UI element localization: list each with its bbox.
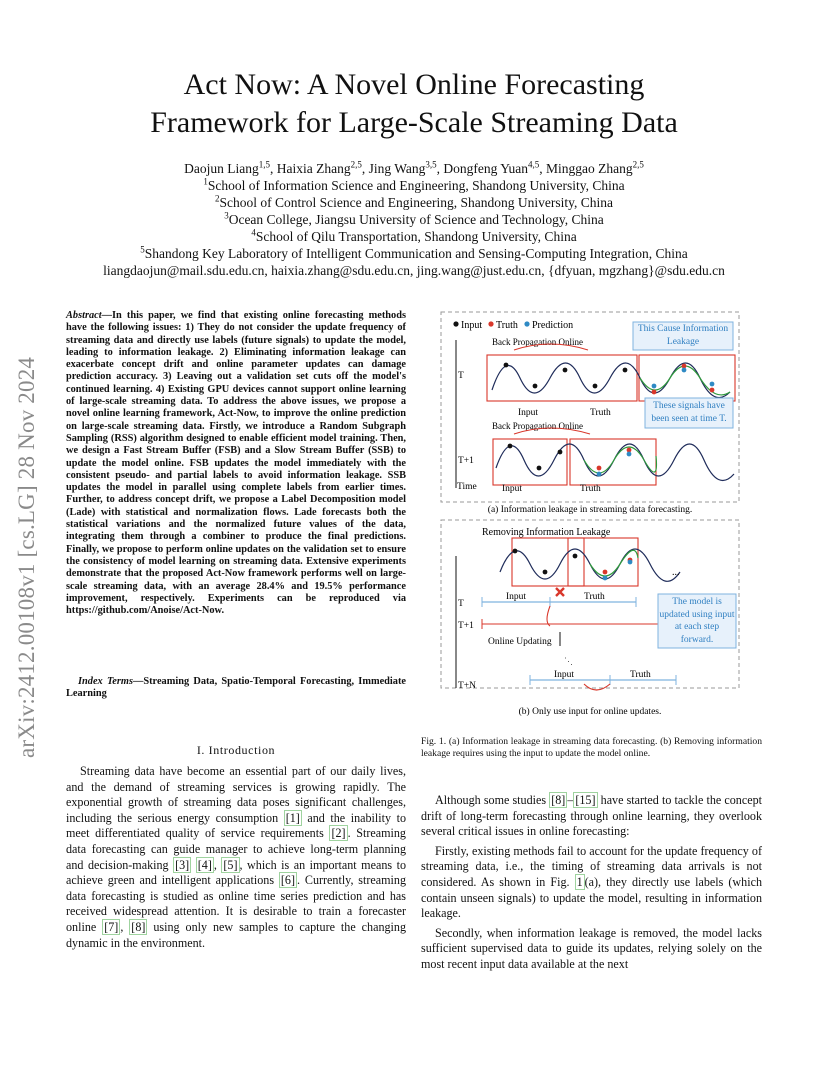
body-text: , <box>213 857 222 872</box>
citation-link[interactable]: [6] <box>280 873 296 888</box>
seen-note-text: These signals have been seen at time T. <box>651 401 727 424</box>
timeline-tn-truth-label: Truth <box>630 670 651 680</box>
row-t1-input-label: Input <box>502 484 523 494</box>
affiliation-text: Shandong Key Laboratory of Intelligent Communication and Sensing-Computing Integration, China <box>144 246 688 261</box>
input-point <box>558 450 563 455</box>
affiliation-text: School of Control Science and Engineering, Shandong University, China <box>219 195 614 210</box>
affiliation-line <box>60 194 768 211</box>
body-text: have started to tackle the concept drift of long-term forecasting through online learning, they overlook several critical issues in online forecasting: <box>421 793 762 839</box>
author-affiliation-mark: 1,5 <box>258 159 270 170</box>
body-text: (a), they directly use labels (which contain unseen signals) to update the model, resulting in information leakage. <box>421 874 762 921</box>
prediction-point <box>628 560 633 565</box>
row-t-signal-line <box>492 363 730 398</box>
timeline-t-input-label: Input <box>506 592 527 602</box>
truth-point <box>652 390 657 395</box>
citation-link[interactable]: [7] <box>104 919 119 934</box>
affiliation-text: School of Qilu Transportation, Shandong University, China <box>255 229 577 244</box>
citation-link[interactable]: [3] <box>175 857 190 872</box>
input-point <box>513 549 518 554</box>
truth-point <box>603 570 608 575</box>
online-updating-label: Online Updating <box>488 637 552 647</box>
citation-link[interactable]: [1] <box>285 810 300 825</box>
intro-paragraph <box>421 844 762 922</box>
row-t-points <box>504 363 715 395</box>
author-name: , Haixia Zhang <box>269 161 351 176</box>
axis-label-t: T <box>458 371 464 381</box>
input-point <box>533 384 538 389</box>
intro-paragraph <box>421 793 762 840</box>
body-text: , which is an important means to achieve green and intelligent applications <box>66 857 407 888</box>
body-text: Although some studies <box>435 793 550 807</box>
affiliation-mark: 5 <box>140 244 145 255</box>
affiliation-line <box>60 211 768 228</box>
figure-caption: Fig. 1. (a) Information leakage in streaming data forecasting. (b) Removing information leakage requires using the input to update the model online. <box>421 736 762 759</box>
author-name: Daojun Liang <box>184 161 259 176</box>
timeline-t-truth-label: Truth <box>584 592 605 602</box>
row-t-input-box <box>487 355 637 401</box>
removing-label: Removing Information Leakage <box>482 527 611 538</box>
input-point <box>504 363 509 368</box>
truth-point <box>597 466 602 471</box>
truth-point <box>710 388 715 393</box>
prediction-point <box>597 472 602 477</box>
body-text: Streaming data have become an essential part of our daily lives, and the demand of streaming services is growing rapidly. The exponential growth of streaming data poses significant challenges, including the serious energy consumption <box>66 764 406 825</box>
affiliation-text: Ocean College, Jiangsu University of Science and Technology, China <box>228 212 604 227</box>
legend-truth: Truth <box>496 320 518 331</box>
row-t-truth-label: Truth <box>590 408 611 418</box>
index-terms <box>66 676 406 701</box>
author-block <box>60 160 768 279</box>
body-text: using only new samples to capture the changing dynamic in the environment. <box>66 919 406 950</box>
input-point <box>543 570 548 575</box>
intro-paragraph-left <box>66 764 406 951</box>
prediction-point <box>710 382 715 387</box>
input-point <box>563 368 568 373</box>
panel-b-axis-t1: T+1 <box>458 621 474 631</box>
affiliation-mark: 4 <box>251 227 256 238</box>
caption-a: (a) Information leakage in streaming data forecasting. <box>487 505 693 515</box>
prediction-point <box>627 452 632 457</box>
legend-prediction: Prediction <box>532 320 574 331</box>
axis-label-t1: T+1 <box>458 456 474 466</box>
author-affiliation-mark: 2,5 <box>632 159 644 170</box>
prediction-point <box>652 384 657 389</box>
panel-b-signal-line <box>500 549 680 581</box>
prediction-point <box>603 576 608 581</box>
author-name: , Jing Wang <box>361 161 426 176</box>
row-t1-truth-label: Truth <box>580 484 601 494</box>
back-prop-label-1: Back Propagation Online <box>492 337 583 347</box>
cause-note-text: This Cause Information Leakage <box>637 324 729 347</box>
affiliations <box>60 177 768 262</box>
affiliation-mark: 2 <box>214 193 220 204</box>
update-arrow-n <box>584 684 610 690</box>
body-text: Secondly, when information leakage is removed, the model lacks sufficient supervised data to guide its updates, relying solely on the most recent input data available at the next <box>421 925 762 971</box>
arxiv-identifier: arXiv:2412.00108v1 [cs.LG] 28 Nov 2024 <box>14 356 39 758</box>
input-point <box>573 554 578 559</box>
paper-title <box>60 66 768 142</box>
input-point <box>508 444 513 449</box>
update-arrow-1 <box>547 606 550 626</box>
body-text: , <box>120 919 130 934</box>
panel-b-axis-t: T <box>458 599 464 609</box>
legend-input-dot <box>453 321 458 326</box>
intro-paragraphs-right <box>421 793 762 977</box>
citation-link[interactable]: [8] <box>551 793 566 807</box>
index-terms-label: Index Terms <box>78 676 133 687</box>
citation-link[interactable]: [2] <box>331 826 346 841</box>
affiliation-line <box>60 177 768 194</box>
legend-prediction-dot <box>524 321 529 326</box>
blocked-cross-icon <box>556 588 564 596</box>
legend-input: Input <box>461 320 483 331</box>
citation-link[interactable]: [4] <box>197 857 212 872</box>
body-text: and the inability to meet differentiated quality of service requirements <box>66 810 406 841</box>
author-affiliation-mark: 2,5 <box>350 159 362 170</box>
back-prop-label-2: Back Propagation Online <box>492 421 583 431</box>
citation-link[interactable]: [5] <box>223 857 238 872</box>
affiliation-line <box>60 245 768 262</box>
input-point <box>537 466 542 471</box>
legend-truth-dot <box>488 321 493 326</box>
axis-label-time: Time <box>457 482 477 492</box>
vertical-ellipsis: ⋱ <box>564 656 573 666</box>
title-line-1: Act Now: A Novel Online Forecasting <box>183 68 645 101</box>
input-point <box>623 368 628 373</box>
citation-link[interactable]: [15] <box>575 793 596 807</box>
abstract-label: Abstract <box>66 310 102 321</box>
row-t1-prediction-line <box>584 447 657 473</box>
abstract-text: —In this paper, we find that existing online forecasting methods have the following issues: 1) They do not consider the update frequency of streaming data and directly use labels (future signals) to update the model, leading to information leakage. 2) Eliminating information leakage can exacerbate concept drift and online parameter updates can damage prediction accuracy. 3) Leaving out a validation set cuts off the model's continued learning. 4) Existing GPU devices cannot support online learning of large-scale streaming data. To address the above issues, we propose a novel online learning framework, Act-Now, to improve the online prediction on large-scale streaming data. Firstly, we introduce a Random Subgraph Sampling (RSS) algorithm designed to enable efficient model training. Then, we design a Fast Stream Buffer (FSB) and a Slow Stream Buffer (SSB) to update the model online. FSB updates the model immediately with the consistent pseudo- and partial labels to avoid information leakage. SSB updates the model in parallel using complete labels from earlier times. Further, to address concept drift, we propose a Label Decomposition model (Lade) with statistical and normalization flows. Lade forecasts both the statistical variations and the normalized future values of the data, integrating them through a combiner to produce the final predictions. Finally, we propose to perform online updates on the validation set to ensure the consistency of model learning on streaming data. Extensive experiments demonstrate that the proposed Act-Now framework performs well on large-scale streaming data, with an average 28.4% and 19.5% performance improvement, respectively. Experiments can be reproduced via https://github.com/Anoise/Act-Now. <box>66 310 406 617</box>
author-name: , Dongfeng Yuan <box>436 161 528 176</box>
input-point <box>593 384 598 389</box>
body-text: – <box>567 793 574 807</box>
author-affiliation-mark: 4,5 <box>528 159 540 170</box>
caption-b: (b) Only use input for online updates. <box>518 707 662 717</box>
timeline-tn-input-label: Input <box>554 670 575 680</box>
panel-b-axis-tn: T+N <box>458 681 477 691</box>
figure-1 <box>440 310 750 725</box>
body-text: . Streaming data forecasting can guide manager to achieve long-term planning and decision-making <box>66 826 406 872</box>
body-text: Firstly, existing methods fail to account for the update frequency of streaming data, i.e., the timing of streaming data arrivals is not considered. As shown in Fig. <box>421 843 762 889</box>
author-name: , Minggao Zhang <box>539 161 633 176</box>
continuation-ellipsis: ... <box>672 567 680 578</box>
affiliation-mark: 1 <box>203 176 208 187</box>
citation-link[interactable]: [8] <box>131 919 146 934</box>
figure-1-svg <box>440 310 750 720</box>
abstract <box>66 310 406 617</box>
affiliation-mark: 3 <box>224 210 229 221</box>
author-affiliation-mark: 3,5 <box>425 159 437 170</box>
row-t1-input-box <box>493 439 567 485</box>
affiliation-text: School of Information Science and Engineering, Shandong University, China <box>207 178 625 193</box>
author-names <box>60 160 768 177</box>
model-note-text: The model is updated using input at each step forward. <box>659 597 735 645</box>
title-line-2: Framework for Large-Scale Streaming Data <box>150 106 678 139</box>
body-text: . Currently, streaming data forecasting is studied as online time series prediction and has received widespread attention. It is desirable to train a forecaster online <box>66 873 406 934</box>
citation-link[interactable]: 1 <box>576 874 583 889</box>
author-emails: liangdaojun@mail.sdu.edu.cn, haixia.zhang@sdu.edu.cn, jing.wang@just.edu.cn, {dfyuan, mgzhang}@sdu.edu.cn <box>103 263 725 278</box>
section-heading: I. Introduction <box>196 743 276 757</box>
affiliation-line <box>60 228 768 245</box>
row-t-input-label: Input <box>518 408 539 418</box>
intro-paragraph <box>421 926 762 973</box>
index-terms-text: —Streaming Data, Spatio-Temporal Forecasting, Immediate Learning <box>66 676 406 700</box>
row-t1-signal-line <box>496 444 734 480</box>
prediction-point <box>682 368 687 373</box>
